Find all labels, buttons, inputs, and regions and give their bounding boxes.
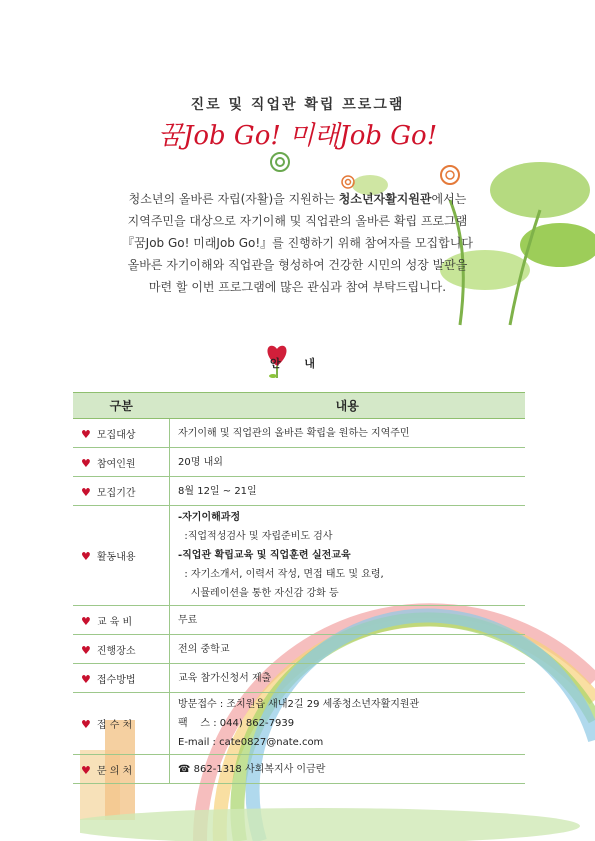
row-label: 접수방법 xyxy=(96,674,136,686)
row-content-line: 전의 중학교 xyxy=(178,643,230,655)
row-content-line: 시뮬레이션을 통한 자신감 강화 등 xyxy=(178,588,339,599)
table-row xyxy=(73,693,525,755)
heart-icon: ♥ xyxy=(81,718,91,731)
intro-org-name: 청소년자활지원관 xyxy=(338,192,432,206)
row-content-cell xyxy=(170,755,526,784)
intro-paragraph xyxy=(55,188,540,298)
table-header-row xyxy=(73,393,525,419)
row-label: 참여인원 xyxy=(96,458,136,470)
row-label-cell xyxy=(73,477,170,506)
heart-icon: ♥ xyxy=(81,485,91,499)
table-body xyxy=(73,419,525,784)
row-content-line: ☎ 862-1318 사회복지사 이금란 xyxy=(178,763,326,775)
row-content-line: 교육 참가신청서 제출 xyxy=(178,672,272,684)
header-category: 구분 xyxy=(73,393,170,419)
row-content-cell xyxy=(170,477,526,506)
intro-line-1-pre: 청소년의 올바른 자립(자활)을 지원하는 xyxy=(128,192,339,206)
table-row xyxy=(73,477,525,506)
intro-line-5: 마련 할 이번 프로그램에 많은 관심과 참여 부탁드립니다. xyxy=(148,280,447,294)
row-label-cell xyxy=(73,606,170,635)
row-content-line: -자기이해과정 xyxy=(178,512,241,523)
row-content-cell xyxy=(170,419,526,448)
intro-line-4: 올바른 자기이해와 직업관을 형성하여 건강한 시민의 성장 발판을 xyxy=(127,258,468,272)
table-row xyxy=(73,506,525,606)
swirl-icon xyxy=(268,150,292,174)
row-label: 문 의 처 xyxy=(96,765,133,777)
row-content-line: 무료 xyxy=(178,614,198,626)
heart-icon: ♥ xyxy=(81,427,91,441)
guide-title: 안 내 xyxy=(269,357,326,370)
intro-line-1 xyxy=(55,188,540,210)
table-row xyxy=(73,606,525,635)
table-row xyxy=(73,635,525,664)
table-row xyxy=(73,448,525,477)
row-label: 교 육 비 xyxy=(96,616,133,628)
heart-icon: ♥ xyxy=(81,763,91,777)
heart-icon: ♥ xyxy=(81,672,91,686)
row-content-line: -직업관 확립교육 및 직업훈련 실전교육 xyxy=(178,550,351,561)
row-label: 활동내용 xyxy=(96,552,136,563)
program-title: 꿈Job Go! 미래Job Go! xyxy=(157,121,438,151)
row-content-cell xyxy=(170,693,526,755)
row-content-line: 방문접수 : 조치원읍 새내2길 29 세종청소년자활지원관 xyxy=(178,699,420,710)
row-label-cell xyxy=(73,755,170,784)
row-label: 모집기간 xyxy=(96,487,136,499)
row-content-line: 팩 스 : 044) 862-7939 xyxy=(178,718,295,729)
row-content-cell xyxy=(170,448,526,477)
row-content-line: 20명 내외 xyxy=(178,456,223,468)
row-label-cell xyxy=(73,448,170,477)
intro-line-1-post: 에서는 xyxy=(431,192,467,206)
row-content-line: E-mail : cate0827@nate.com xyxy=(178,737,324,748)
program-subtitle: 진로 및 직업관 확립 프로그램 xyxy=(190,97,405,113)
intro-line-3: 『꿈Job Go! 미래Job Go!』를 진행하기 위해 참여자를 모집합니다 xyxy=(122,236,473,250)
table-row xyxy=(73,755,525,784)
row-content-line: : 자기소개서, 이력서 작성, 면접 태도 및 요령, xyxy=(178,569,384,580)
row-content-cell xyxy=(170,506,526,606)
row-label-cell xyxy=(73,506,170,606)
row-label-cell xyxy=(73,693,170,755)
row-content-cell xyxy=(170,635,526,664)
row-label: 접 수 처 xyxy=(96,720,133,731)
intro-line-2: 지역주민을 대상으로 자기이해 및 직업관의 올바른 확립 프로그램 xyxy=(127,214,468,228)
row-content-line: :직업적성검사 및 자립준비도 검사 xyxy=(178,531,333,542)
row-label: 진행장소 xyxy=(96,645,136,657)
row-content-line: 자기이해 및 직업관의 올바른 확립을 원하는 지역주민 xyxy=(178,427,410,439)
row-label: 모집대상 xyxy=(96,429,136,441)
info-table xyxy=(73,392,525,784)
heart-icon: ♥ xyxy=(81,456,91,470)
table-row xyxy=(73,664,525,693)
header-content: 내용 xyxy=(170,393,526,419)
row-label-cell xyxy=(73,664,170,693)
table-row xyxy=(73,419,525,448)
heart-icon: ♥ xyxy=(81,614,91,628)
row-content-line: 8월 12일 ~ 21일 xyxy=(178,485,257,497)
heart-icon: ♥ xyxy=(81,643,91,657)
row-content-cell xyxy=(170,664,526,693)
row-content-cell xyxy=(170,606,526,635)
row-label-cell xyxy=(73,635,170,664)
row-label-cell xyxy=(73,419,170,448)
heart-icon: ♥ xyxy=(81,550,91,563)
